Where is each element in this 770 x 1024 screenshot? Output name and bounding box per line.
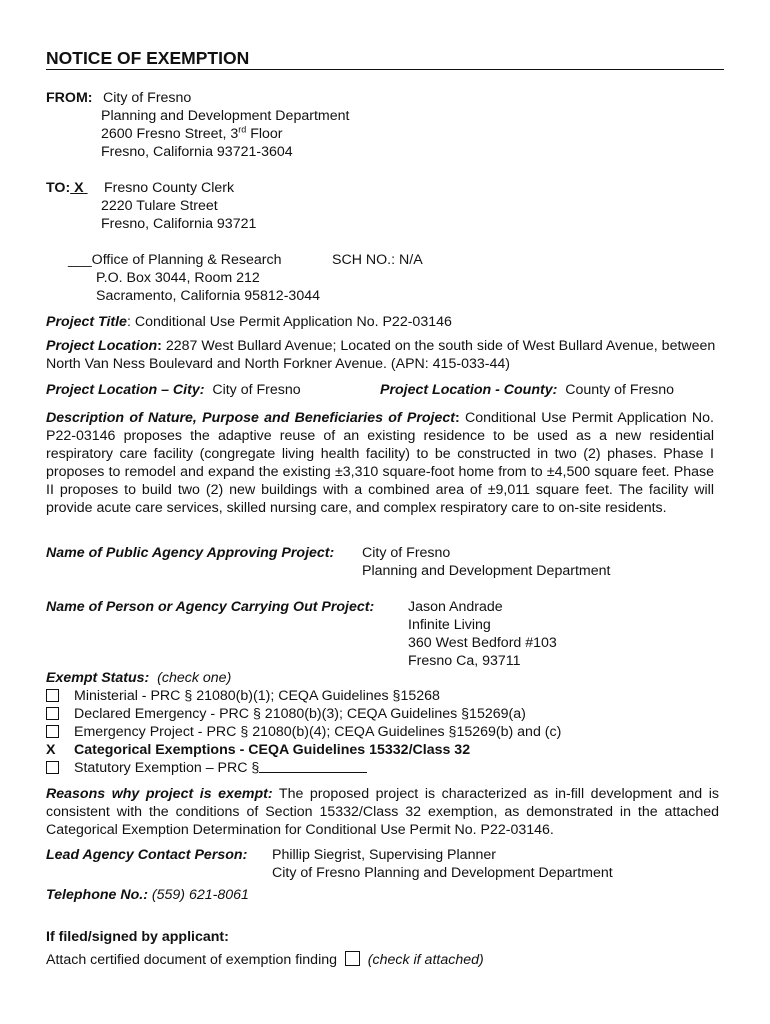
carrying-out-line-1: Jason Andrade <box>408 599 503 615</box>
from-line-2: Planning and Development Department <box>101 108 350 124</box>
attach-check-hint: (check if attached) <box>367 952 484 968</box>
location-county-value: County of Fresno <box>565 382 675 398</box>
project-description <box>46 409 714 517</box>
exemption-reasons <box>46 785 719 839</box>
exempt-option-label: Statutory Exemption – PRC § <box>74 760 260 776</box>
exempt-option-declared-emergency[interactable] <box>46 705 526 723</box>
from-line-4: Fresno, California 93721-3604 <box>101 144 293 160</box>
project-location-label: Project Location <box>46 338 158 354</box>
contact-label: Lead Agency Contact Person: <box>46 847 248 863</box>
telephone <box>46 886 249 904</box>
telephone-value: (559) 621-8061 <box>151 887 249 903</box>
location-city-label: Project Location – City: <box>46 382 205 398</box>
statutory-checkbox[interactable] <box>46 761 59 774</box>
opr-line-1-text: Office of Planning & Research <box>91 252 282 268</box>
to-mark-text: X <box>74 180 84 196</box>
project-location <box>46 337 726 373</box>
description-value: Conditional Use Permit Application No. P22-03146 proposes the adaptive reuse of an existing residence to be used as a new residential respiratory care facility (congregate living health facility) to be constructed in two (2) phases. Phase I proposes to remodel and expand the existing ±3,310 square-foot home from to ±4,500 square feet. Phase II proposes to build two (2) new buildings with a combined area of ±9,011 square feet. The facility will provide acute care services, skilled nursing care, and complex respiratory care to on-site residents. <box>46 410 714 516</box>
to-line-1: Fresno County Clerk <box>104 180 235 196</box>
opr-line-1 <box>68 251 281 269</box>
opr-line-2: P.O. Box 3044, Room 212 <box>96 270 260 286</box>
carrying-out-line-3: 360 West Bedford #103 <box>408 635 557 651</box>
exempt-status-label: Exempt Status: <box>46 670 150 686</box>
to-line-2: 2220 Tulare Street <box>101 198 218 214</box>
to-line-3: Fresno, California 93721 <box>101 216 257 232</box>
exempt-option-statutory[interactable] <box>46 759 367 777</box>
location-county-label: Project Location - County: <box>380 382 558 398</box>
attach-finding-label: Attach certified document of exemption finding <box>46 952 338 968</box>
statutory-blank-line[interactable] <box>259 760 367 773</box>
sch-number: SCH NO.: N/A <box>332 252 423 268</box>
location-city <box>46 381 301 399</box>
telephone-label: Telephone No.: <box>46 887 148 903</box>
ministerial-checkbox[interactable] <box>46 689 59 702</box>
exempt-option-label: Ministerial - PRC § 21080(b)(1); CEQA Guidelines §15268 <box>74 688 440 704</box>
exempt-option-label: Declared Emergency - PRC § 21080(b)(3); CEQA Guidelines §15269(a) <box>74 706 526 722</box>
project-title-label: Project Title <box>46 314 127 330</box>
page-title: NOTICE OF EXEMPTION <box>46 48 724 70</box>
location-county <box>380 381 674 399</box>
carrying-out-label: Name of Person or Agency Carrying Out Project: <box>46 599 375 615</box>
to-label-text: TO: <box>46 180 71 196</box>
description-label: Description of Nature, Purpose and Beneficiaries of Project <box>46 410 455 426</box>
from-line-1: City of Fresno <box>103 90 192 106</box>
emergency-project-checkbox[interactable] <box>46 725 59 738</box>
exempt-option-emergency-project[interactable] <box>46 723 561 741</box>
applicant-heading: If filed/signed by applicant: <box>46 929 229 945</box>
from-line-3 <box>101 125 283 143</box>
exempt-option-label: Emergency Project - PRC § 21080(b)(4); CEQA Guidelines §15269(b) and (c) <box>74 724 562 740</box>
project-title-colon: : <box>126 314 131 330</box>
reasons-value: The proposed project is characterized as in-fill development and is consistent with the conditions of Section 15332/Class 32 exemption, as demonstrated in the attached Categorical Exemption Determination for Conditional Use Permit No. P22-03146. <box>46 786 719 838</box>
declared-emergency-checkbox[interactable] <box>46 707 59 720</box>
approving-agency-line-1: City of Fresno <box>362 545 451 561</box>
to-label <box>46 179 88 197</box>
from-line-3-text: 2600 Fresno Street, 3 <box>101 126 239 142</box>
reasons-label: Reasons why project is exempt: <box>46 786 273 802</box>
project-title <box>46 313 452 331</box>
project-location-value: 2287 West Bullard Avenue; Located on the south side of West Bullard Avenue, between North Van Ness Boulevard and North Forkner Avenue. (APN: 415-033-44) <box>46 338 716 372</box>
approving-agency-label: Name of Public Agency Approving Project: <box>46 545 335 561</box>
opr-mark: ___ <box>68 252 92 268</box>
exempt-option-categorical[interactable] <box>46 741 470 759</box>
categorical-check-mark: X <box>46 742 56 758</box>
to-mark <box>70 180 87 196</box>
exempt-option-ministerial[interactable] <box>46 687 440 705</box>
exempt-option-label: Categorical Exemptions - CEQA Guidelines 15332/Class 32 <box>74 742 471 758</box>
from-line-3-post: Floor <box>246 126 283 142</box>
attach-finding-row <box>46 951 484 969</box>
exempt-status-heading <box>46 669 231 687</box>
opr-line-3: Sacramento, California 95812-3044 <box>96 288 320 304</box>
contact-line-1: Phillip Siegrist, Supervising Planner <box>272 847 496 863</box>
location-city-value: City of Fresno <box>212 382 301 398</box>
contact-line-2: City of Fresno Planning and Development Department <box>272 865 613 881</box>
project-title-value: Conditional Use Permit Application No. P22-03146 <box>130 314 452 330</box>
carrying-out-line-4: Fresno Ca, 93711 <box>408 653 521 669</box>
attach-checkbox[interactable] <box>345 951 360 966</box>
from-label: FROM: <box>46 90 93 106</box>
description-colon: : <box>455 410 460 426</box>
project-location-colon: : <box>157 338 162 354</box>
from-line-3-sup: rd <box>238 124 247 135</box>
approving-agency-line-2: Planning and Development Department <box>362 563 611 579</box>
exempt-status-hint: (check one) <box>157 670 232 686</box>
carrying-out-line-2: Infinite Living <box>408 617 491 633</box>
